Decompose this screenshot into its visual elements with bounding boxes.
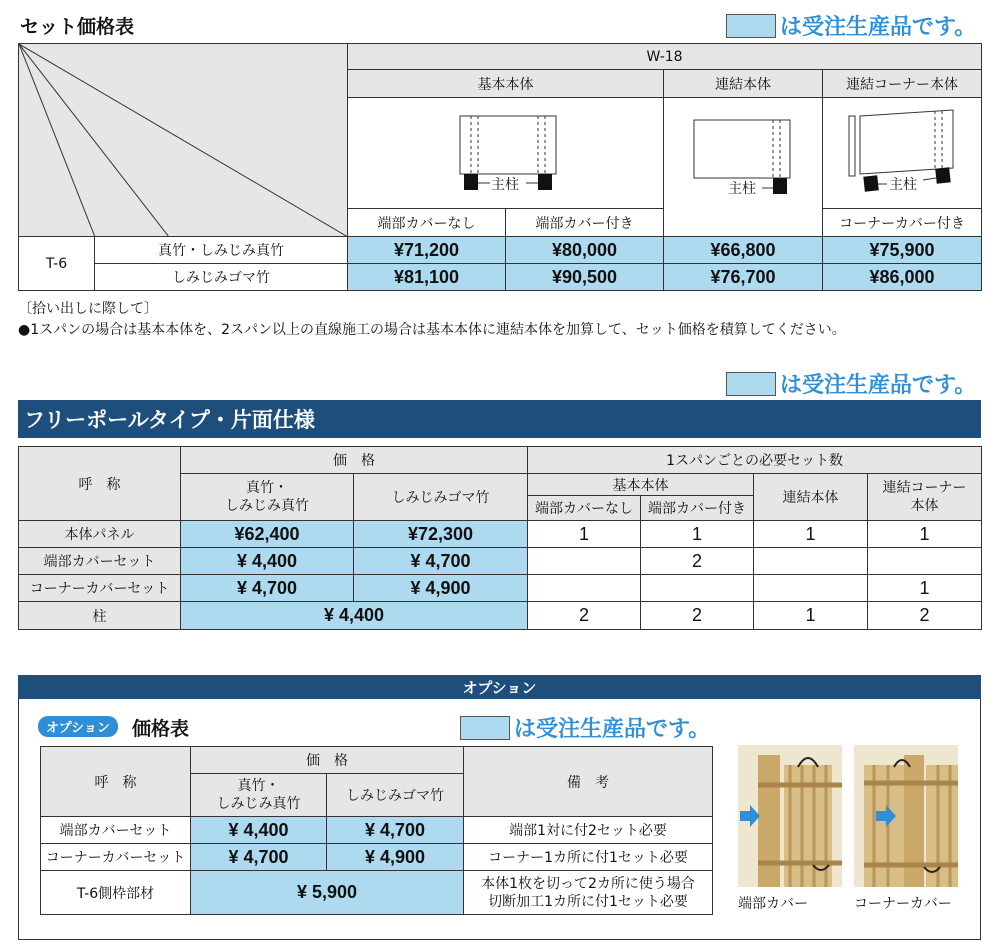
post-label-link: 主柱 (728, 181, 756, 197)
legend-text: は受注生産品です。 (514, 717, 711, 742)
row-name: 端部カバーセット (19, 548, 181, 575)
bamboo-end-cover-image (738, 745, 842, 887)
row-name: 端部カバーセット (41, 817, 191, 844)
post-price: ¥ 4,400 (181, 602, 528, 630)
row-name: コーナーカバーセット (19, 575, 181, 602)
col-header-link: 連結本体 (754, 474, 868, 521)
count-cell (528, 548, 641, 575)
set-price-table (18, 43, 982, 291)
count-cell (528, 575, 641, 602)
note-body: ●1スパンの場合は基本本体を、2スパン以上の直線施工の場合は基本本体に連結本体を加算して、セット価格を積算してください。 (18, 322, 846, 338)
col-header-madake: 真竹・ しみじみ真竹 (181, 474, 354, 521)
count-cell (868, 548, 982, 575)
bamboo-corner-cover-image (854, 745, 958, 887)
opt-header-madake: 真竹・ しみじみ真竹 (191, 774, 327, 817)
count-cell: 1 (641, 521, 754, 548)
diagonal-header-cell (19, 44, 348, 237)
group-corner: 連結コーナー本体 (823, 70, 982, 98)
post-label-corner: 主柱 (889, 177, 917, 193)
row-name: T-6側枠部材 (41, 871, 191, 915)
col-header-sets: 1スパンごとの必要セット数 (528, 447, 982, 474)
sub-no-cover: 端部カバーなし (348, 209, 506, 237)
corner-cover-photo (854, 745, 958, 887)
price-cell: ¥86,000 (823, 264, 982, 291)
price-cell: ¥ 4,700 (327, 817, 464, 844)
legend-made-to-order (726, 10, 976, 41)
count-cell: 2 (641, 548, 754, 575)
opt-header-goma: しみじみゴマ竹 (327, 774, 464, 817)
set-price-title: セット価格表 (20, 16, 135, 38)
count-cell: 1 (754, 521, 868, 548)
legend-text: は受注生産品です。 (780, 373, 977, 398)
col-header-corner: 連結コーナー 本体 (868, 474, 982, 521)
price-cell: ¥ 4,400 (191, 817, 327, 844)
col-header-price: 価 格 (181, 447, 528, 474)
count-cell (754, 548, 868, 575)
price-cell: ¥72,300 (354, 521, 528, 548)
price-cell: ¥ 4,700 (191, 844, 327, 871)
count-cell: 1 (528, 521, 641, 548)
free-pole-title-bar: フリーポールタイプ・片面仕様 (18, 400, 981, 438)
count-cell: 1 (868, 575, 982, 602)
row-name: 真竹・しみじみ真竹 (95, 237, 348, 264)
price-cell: ¥ 4,700 (354, 548, 528, 575)
legend-made-to-order (460, 712, 710, 743)
count-cell: 2 (528, 602, 641, 630)
count-cell: 1 (868, 521, 982, 548)
w18-header: W-18 (348, 44, 982, 70)
free-pole-table (18, 446, 982, 630)
col-header-with-cover: 端部カバー付き (641, 496, 754, 521)
option-price-title: 価格表 (132, 718, 190, 740)
col-header-basic: 基本本体 (528, 474, 754, 496)
note-cell: コーナー1カ所に付1セット必要 (464, 844, 713, 871)
legend-swatch (726, 372, 776, 396)
group-link: 連結本体 (664, 70, 823, 98)
price-cell: ¥ 4,400 (181, 548, 354, 575)
price-cell: ¥66,800 (664, 237, 823, 264)
col-header-no-cover: 端部カバーなし (528, 496, 641, 521)
row-name: コーナーカバーセット (41, 844, 191, 871)
row-name: 本体パネル (19, 521, 181, 548)
count-cell: 2 (868, 602, 982, 630)
sub-corner-cover: コーナーカバー付き (823, 209, 982, 237)
end-cover-photo (738, 745, 842, 887)
note-cell: 端部1対に付2セット必要 (464, 817, 713, 844)
option-bar: オプション (18, 675, 981, 699)
col-header-goma: しみじみゴマ竹 (354, 474, 528, 521)
price-cell: ¥90,500 (506, 264, 664, 291)
count-cell: 2 (641, 602, 754, 630)
basic-diagram-cell (348, 98, 664, 209)
price-cell: ¥62,400 (181, 521, 354, 548)
group-basic: 基本本体 (348, 70, 664, 98)
corner-cover-caption: コーナーカバー (854, 896, 952, 912)
sub-with-cover: 端部カバー付き (506, 209, 664, 237)
legend-swatch (460, 716, 510, 740)
count-cell (754, 575, 868, 602)
option-badge: オプション (38, 716, 118, 737)
price-cell: ¥80,000 (506, 237, 664, 264)
opt-header-name: 呼 称 (41, 747, 191, 817)
row-name: しみじみゴマ竹 (95, 264, 348, 291)
opt-header-note: 備 考 (464, 747, 713, 817)
corner-diagram-cell (823, 98, 982, 209)
legend-made-to-order (726, 368, 976, 399)
price-cell: ¥81,100 (348, 264, 506, 291)
price-cell: ¥75,900 (823, 237, 982, 264)
price-cell: ¥71,200 (348, 237, 506, 264)
link-panel-diagram (664, 98, 822, 237)
legend-text: は受注生産品です。 (780, 15, 977, 40)
count-cell: 1 (754, 602, 868, 630)
frame-note: 本体1枚を切って2カ所に使う場合 切断加工1カ所に付1セット必要 (464, 871, 713, 915)
price-cell: ¥ 4,700 (181, 575, 354, 602)
link-diagram-cell (664, 98, 823, 237)
note-heading: 〔拾い出しに際して〕 (18, 301, 158, 317)
row-name-post: 柱 (19, 602, 181, 630)
post-label-basic: 主柱 (491, 177, 519, 193)
diagonal-lines (19, 44, 348, 237)
price-cell: ¥ 4,900 (327, 844, 464, 871)
count-cell (641, 575, 754, 602)
col-header-name: 呼 称 (19, 447, 181, 521)
legend-swatch (726, 14, 776, 38)
end-cover-caption: 端部カバー (738, 896, 808, 912)
opt-header-price: 価 格 (191, 747, 464, 774)
option-table (40, 746, 713, 915)
model-t6: T-6 (19, 237, 95, 291)
frame-price: ¥ 5,900 (191, 871, 464, 915)
price-cell: ¥ 4,900 (354, 575, 528, 602)
price-cell: ¥76,700 (664, 264, 823, 291)
